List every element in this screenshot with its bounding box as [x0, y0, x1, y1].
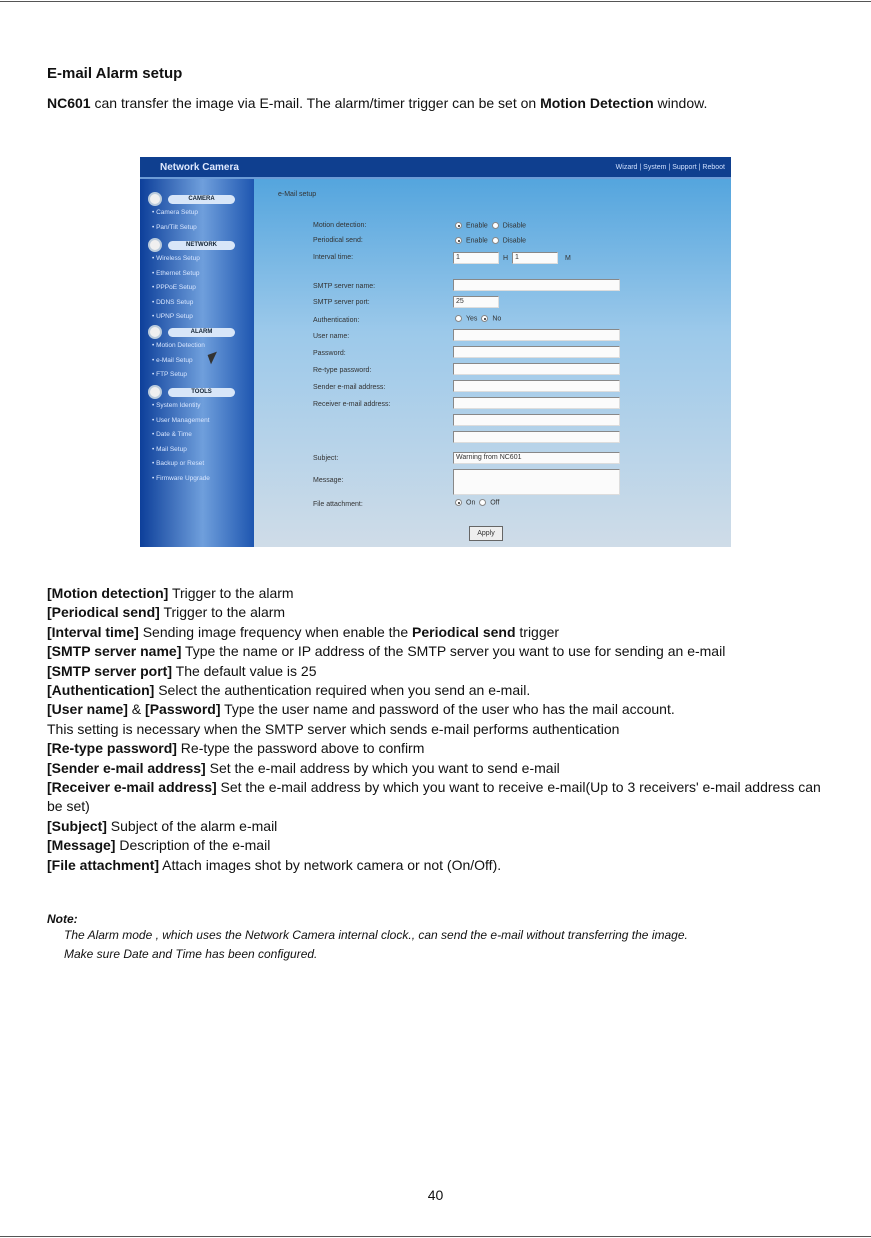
definition-line: [47, 642, 837, 661]
note-line: The Alarm mode , which uses the Network Camera internal clock., can send the e-mail without transferring the image.: [64, 928, 688, 942]
definition-line: [47, 681, 837, 700]
field-definitions: [47, 584, 837, 875]
sidebar-item[interactable]: • Mail Setup: [152, 446, 187, 453]
receiver-input-1[interactable]: [453, 397, 620, 409]
definition-line: [47, 584, 837, 603]
password-label: Password:: [313, 350, 346, 357]
sidebar-item[interactable]: • System Identity: [152, 402, 201, 409]
file-label: File attachment:: [313, 501, 363, 508]
definition-text: trigger: [515, 623, 560, 640]
radio-off[interactable]: [479, 499, 486, 506]
sidebar-item[interactable]: • Firmware Upgrade: [152, 475, 210, 482]
sidebar-item[interactable]: • e-Mail Setup: [152, 357, 193, 364]
definition-text: Subject of the alarm e-mail: [106, 817, 278, 834]
smtp-port-label: SMTP server port:: [313, 299, 370, 306]
disable-label: Disable: [502, 222, 527, 230]
yes-label: Yes: [466, 315, 478, 323]
off-label: Off: [490, 499, 500, 507]
definition-term: [Receiver e-mail address]: [47, 779, 217, 796]
network-group-icon: [148, 238, 162, 252]
message-textarea[interactable]: [453, 469, 620, 495]
sidebar-item[interactable]: • UPNP Setup: [152, 313, 193, 320]
definition-term: [SMTP server name]: [47, 643, 182, 660]
sidebar-group-network: NETWORK: [168, 241, 235, 250]
subject-input[interactable]: Warning from NC601: [453, 452, 620, 464]
top-bar: [140, 157, 731, 179]
definition-text: Type the user name and password of the user who has the mail account.: [220, 701, 675, 718]
product-name: NC601: [47, 95, 91, 111]
definition-line: [47, 739, 837, 758]
sidebar-item[interactable]: • Camera Setup: [152, 209, 198, 216]
radio-enable[interactable]: [455, 237, 462, 244]
note-line: Make sure Date and Time has been configured.: [64, 947, 318, 961]
sidebar-item[interactable]: • FTP Setup: [152, 371, 187, 378]
definition-text: Trigger to the alarm: [159, 604, 286, 621]
smtp-name-label: SMTP server name:: [313, 283, 376, 290]
camera-group-icon: [148, 192, 162, 206]
sidebar-item[interactable]: • Pan/Tilt Setup: [152, 224, 197, 231]
definition-line: [47, 817, 837, 836]
definition-line: [47, 720, 837, 739]
radio-yes[interactable]: [455, 315, 462, 322]
retype-input[interactable]: [453, 363, 620, 375]
definition-term: [Password]: [145, 701, 221, 718]
tools-group-icon: [148, 385, 162, 399]
intro-text-end: window.: [653, 95, 708, 111]
intro-text: can transfer the image via E-mail. The alarm/timer trigger can be set on: [90, 95, 541, 111]
sender-input[interactable]: [453, 380, 620, 392]
definition-text: Sending image frequency when enable the: [138, 623, 413, 640]
sidebar-group-alarm: ALARM: [168, 328, 235, 337]
definition-term: [Interval time]: [47, 623, 139, 640]
definition-text: Re-type the password above to confirm: [176, 740, 425, 757]
motion-label: Motion detection:: [313, 222, 367, 229]
subject-label: Subject:: [313, 455, 339, 462]
on-label: On: [466, 499, 476, 507]
motion-detection-ref: Motion Detection: [540, 95, 654, 111]
retype-label: Re-type password:: [313, 367, 372, 374]
definition-line: [47, 603, 837, 622]
definition-text: Set the e-mail address by which you want to receive e-mail(Up to 3 receivers' e-mail address can be set): [47, 779, 821, 815]
definition-line: [47, 836, 837, 855]
definition-line: [47, 623, 837, 642]
radio-disable[interactable]: [492, 237, 499, 244]
definition-text: Trigger to the alarm: [168, 585, 294, 601]
user-input[interactable]: [453, 329, 620, 341]
definition-text: This setting is necessary when the SMTP server which sends e-mail performs authentication: [47, 720, 620, 737]
definition-text: &: [127, 701, 146, 718]
radio-disable[interactable]: [492, 222, 499, 229]
sidebar-item[interactable]: • PPPoE Setup: [152, 284, 196, 291]
page-number: 40: [427, 1187, 444, 1203]
intro-paragraph: [47, 94, 827, 112]
radio-enable[interactable]: [455, 222, 462, 229]
definition-term: [Re-type password]: [47, 740, 177, 757]
definition-text: Type the name or IP address of the SMTP server you want to use for sending an e-mail: [181, 643, 726, 660]
receiver-input-3[interactable]: [453, 431, 620, 443]
radio-no[interactable]: [481, 315, 488, 322]
smtp-port-input[interactable]: 25: [453, 296, 499, 308]
main-panel: [254, 179, 731, 547]
auth-label: Authentication:: [313, 317, 360, 324]
apply-button[interactable]: Apply: [469, 526, 503, 541]
user-label: User name:: [313, 333, 350, 340]
definition-text: Set the e-mail address by which you want to send e-mail: [205, 759, 560, 776]
enable-label: Enable: [466, 237, 488, 245]
m-label: M: [565, 255, 571, 262]
radio-on[interactable]: [455, 499, 462, 506]
periodical-label: Periodical send:: [313, 237, 363, 244]
sidebar-item[interactable]: • Wireless Setup: [152, 255, 200, 262]
definition-line: [47, 759, 837, 778]
smtp-name-input[interactable]: [453, 279, 620, 291]
sidebar-item[interactable]: • Date & Time: [152, 431, 192, 438]
top-links[interactable]: Wizard | System | Support | Reboot: [615, 164, 725, 171]
definition-text: Description of the e-mail: [115, 837, 271, 854]
h-label: H: [503, 255, 509, 262]
definition-term: [Authentication]: [47, 682, 155, 699]
receiver-input-2[interactable]: [453, 414, 620, 426]
sidebar-item[interactable]: • Motion Detection: [152, 342, 205, 349]
password-input[interactable]: [453, 346, 620, 358]
sidebar-group-tools: TOOLS: [168, 388, 235, 397]
definition-line: [47, 700, 837, 719]
auth-radios[interactable]: [455, 315, 501, 322]
definition-text: The default value is 25: [172, 662, 317, 679]
definition-term: [Motion detection]: [47, 585, 169, 601]
definition-line: [47, 662, 837, 681]
definition-term: [Message]: [47, 837, 116, 854]
sidebar-item[interactable]: • Ethernet Setup: [152, 270, 199, 277]
disable-label: Disable: [502, 237, 527, 245]
sidebar: [140, 179, 254, 547]
interval-hours-input[interactable]: 1: [453, 252, 499, 264]
message-label: Message:: [313, 477, 344, 484]
bottom-rule: [0, 1236, 871, 1237]
section-heading: E-mail Alarm setup: [47, 65, 183, 82]
definition-term: [Sender e-mail address]: [47, 759, 206, 776]
definition-line: [47, 778, 837, 817]
definition-term: [File attachment]: [47, 856, 160, 873]
interval-label: Interval time:: [313, 254, 354, 261]
file-radios[interactable]: [455, 499, 499, 506]
page-title: e-Mail setup: [278, 191, 317, 198]
sidebar-item[interactable]: • Backup or Reset: [152, 460, 204, 467]
definition-line: [47, 856, 837, 875]
periodical-radios[interactable]: [455, 237, 526, 244]
definition-term: [Periodical send]: [47, 604, 160, 621]
sidebar-item[interactable]: • User Management: [152, 417, 210, 424]
note: [47, 912, 688, 964]
definition-text: Select the authentication required when you send an e-mail.: [154, 682, 531, 699]
definition-term: Periodical send: [412, 623, 516, 640]
enable-label: Enable: [466, 222, 488, 230]
definition-term: [SMTP server port]: [47, 662, 172, 679]
top-rule: [0, 1, 871, 2]
note-heading: Note:: [47, 912, 78, 926]
alarm-group-icon: [148, 325, 162, 339]
motion-radios[interactable]: [455, 222, 526, 229]
sidebar-item[interactable]: • DDNS Setup: [152, 299, 193, 306]
no-label: No: [492, 315, 502, 323]
interval-minutes-input[interactable]: 1: [512, 252, 558, 264]
definition-term: [User name]: [47, 701, 128, 718]
definition-term: [Subject]: [47, 817, 107, 834]
sender-label: Sender e-mail address:: [313, 384, 386, 391]
email-setup-screenshot: [140, 157, 731, 547]
sidebar-group-camera: CAMERA: [168, 195, 235, 204]
receiver-label: Receiver e-mail address:: [313, 401, 391, 408]
definition-text: Attach images shot by network camera or not (On/Off).: [159, 856, 502, 873]
brand: Network Camera: [160, 162, 239, 173]
